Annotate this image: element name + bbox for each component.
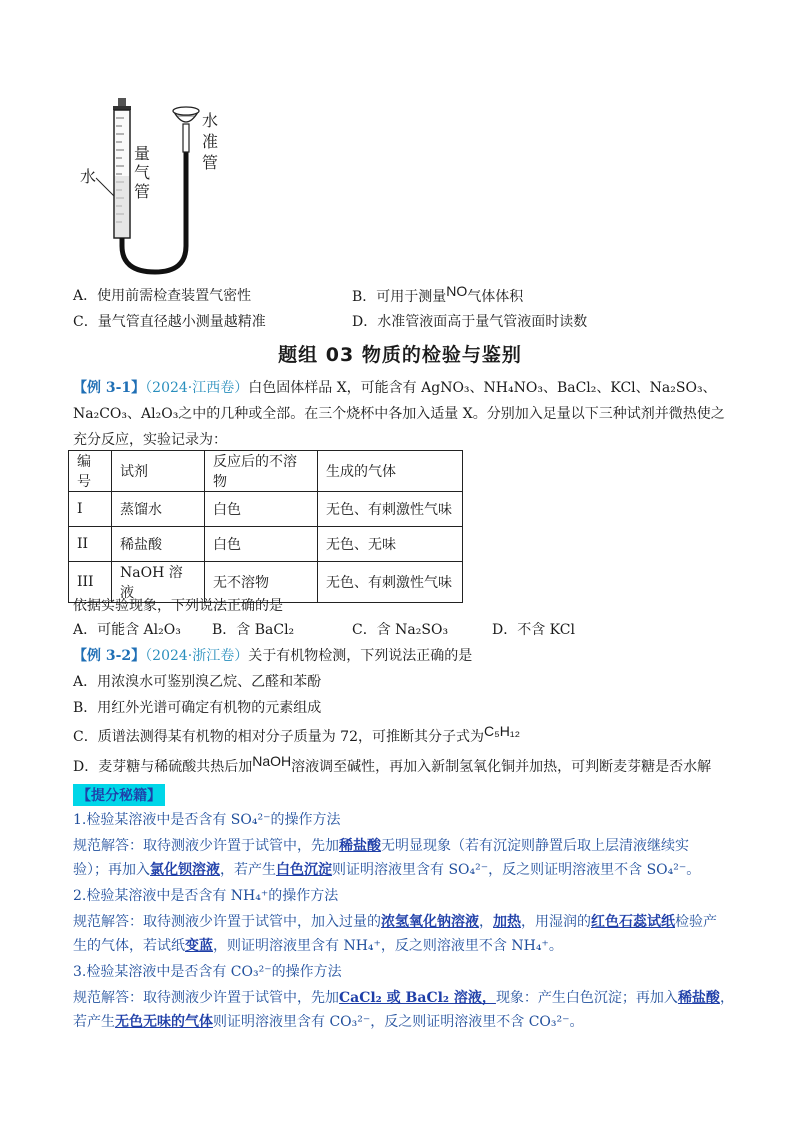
example-tag: 【例 3-1】 [73, 380, 146, 396]
section-title: 题组 03 物质的检验与鉴别 [278, 344, 522, 366]
tip-1-title: 1.检验某溶液中是否含有 SO₄²⁻的操作方法 [73, 812, 341, 828]
example-3-1-option-d: D．不含 KCl [492, 622, 575, 638]
example-3-2-option-c: C．质谱法测得某有机物的相对分子质量为 72，可推断其分子式为C₅H₁₂ [73, 723, 521, 745]
example-3-1-option-b: B．含 BaCl₂ [212, 622, 295, 638]
table-cell: 稀盐酸 [112, 527, 205, 562]
tip-2-line1: 规范解答：取待测液少许置于试管中，加入过量的浓氢氧化钠溶液，加热，用湿润的红色石蕊试纸检验产 [73, 914, 717, 930]
label-gas-tube: 量气管 [134, 144, 151, 201]
example-tag: 【例 3-2】 [73, 648, 146, 664]
tip-3-line2: 若产生无色无味的气体则证明溶液里含有 CO₃²⁻，反之则证明溶液里不含 CO₃²⁻。 [73, 1014, 584, 1030]
table-cell: 无色、无味 [318, 527, 463, 562]
table-cell: I [69, 492, 112, 527]
formula-c5h12: C₅H₁₂ [483, 723, 521, 739]
table-cell: NaOH 溶液 [112, 562, 205, 603]
label-water: 水 [80, 167, 97, 186]
tip-2-title: 2.检验某溶液中是否含有 NH₄⁺的操作方法 [73, 888, 339, 904]
table-row [69, 492, 463, 527]
example-3-2-option-d: D．麦芽糖与稀硫酸共热后加NaOH溶液调至碱性，再加入新制氢氧化铜并加热，可判断麦芽糖是否水解 [73, 753, 712, 775]
option-d: D．水准管液面高于量气管液面时读数 [352, 314, 588, 330]
example-3-1-stem-line2: Na₂CO₃、Al₂O₃之中的几种或全部。在三个烧杯中各加入适量 X。分别加入足量以下三种试剂并微热使之 [73, 406, 725, 422]
example-3-2-option-b: B．用红外光谱可确定有机物的元素组成 [73, 700, 322, 716]
example-source: （2024·浙江卷） [145, 648, 249, 664]
tip-2-line2: 生的气体，若试纸变蓝，则证明溶液里含有 NH₄⁺，反之则溶液里不含 NH₄⁺。 [73, 938, 563, 954]
tip-1-line1: 规范解答：取待测液少许置于试管中，先加稀盐酸无明显现象（若有沉淀则静置后取上层清液继续实 [73, 838, 689, 854]
tip-3-title: 3.检验某溶液中是否含有 CO₃²⁻的操作方法 [73, 964, 342, 980]
example-3-1-option-a: A．可能含 Al₂O₃ [73, 622, 181, 638]
example-3-1-stem: 【例 3-1】（2024·江西卷）白色固体样品 X，可能含有 AgNO₃、NH₄NO₃、BaCl₂、KCl、Na₂SO₃、 [73, 380, 717, 396]
table-cell: 无不溶物 [205, 562, 318, 603]
table-header: 生成的气体 [318, 451, 463, 492]
example-3-2-stem: 【例 3-2】（2024·浙江卷）关于有机物检测，下列说法正确的是 [73, 648, 473, 664]
table-cell: 白色 [205, 527, 318, 562]
example-3-1-stem-line3: 充分反应，实验记录为： [73, 432, 227, 448]
option-c: C．量气管直径越小测量越精准 [73, 314, 266, 330]
option-b: B．可用于测量NO气体体积 [352, 283, 524, 305]
example-3-2-option-a: A．用浓溴水可鉴别溴乙烷、乙醛和苯酚 [73, 674, 322, 690]
experiment-table [68, 450, 463, 603]
table-header: 编号 [69, 451, 112, 492]
table-cell: 白色 [205, 492, 318, 527]
option-a: A．使用前需检查装置气密性 [73, 288, 252, 304]
formula-no: NO [446, 283, 468, 299]
example-source: （2024·江西卷） [145, 380, 249, 396]
tip-3-line1: 规范解答：取待测液少许置于试管中，先加CaCl₂ 或 BaCl₂ 溶液，现象：产生白色沉淀；再加入稀盐酸， [73, 990, 734, 1006]
formula-naoh: NaOH [252, 753, 292, 769]
level-tube [183, 124, 189, 152]
rubber-hose [122, 150, 186, 272]
table-header: 试剂 [112, 451, 205, 492]
example-3-1-question: 依据实验现象，下列说法正确的是 [73, 598, 283, 614]
table-cell: III [69, 562, 112, 603]
table-header-row [69, 451, 463, 492]
table-cell: 蒸馏水 [112, 492, 205, 527]
table-cell: 无色、有刺激性气味 [318, 562, 463, 603]
table-row [69, 527, 463, 562]
example-3-1-option-c: C．含 Na₂SO₃ [352, 622, 449, 638]
table-cell: II [69, 527, 112, 562]
table-cell: 无色、有刺激性气味 [318, 492, 463, 527]
label-level-tube: 水准管 [202, 111, 219, 172]
tip-1-line2: 验）；再加入氯化钡溶液，若产生白色沉淀则证明溶液里含有 SO₄²⁻，反之则证明溶液里不含 SO₄²⁻。 [73, 862, 701, 878]
table-header: 反应后的不溶物 [205, 451, 318, 492]
tips-title: 【提分秘籍】 [73, 784, 165, 806]
